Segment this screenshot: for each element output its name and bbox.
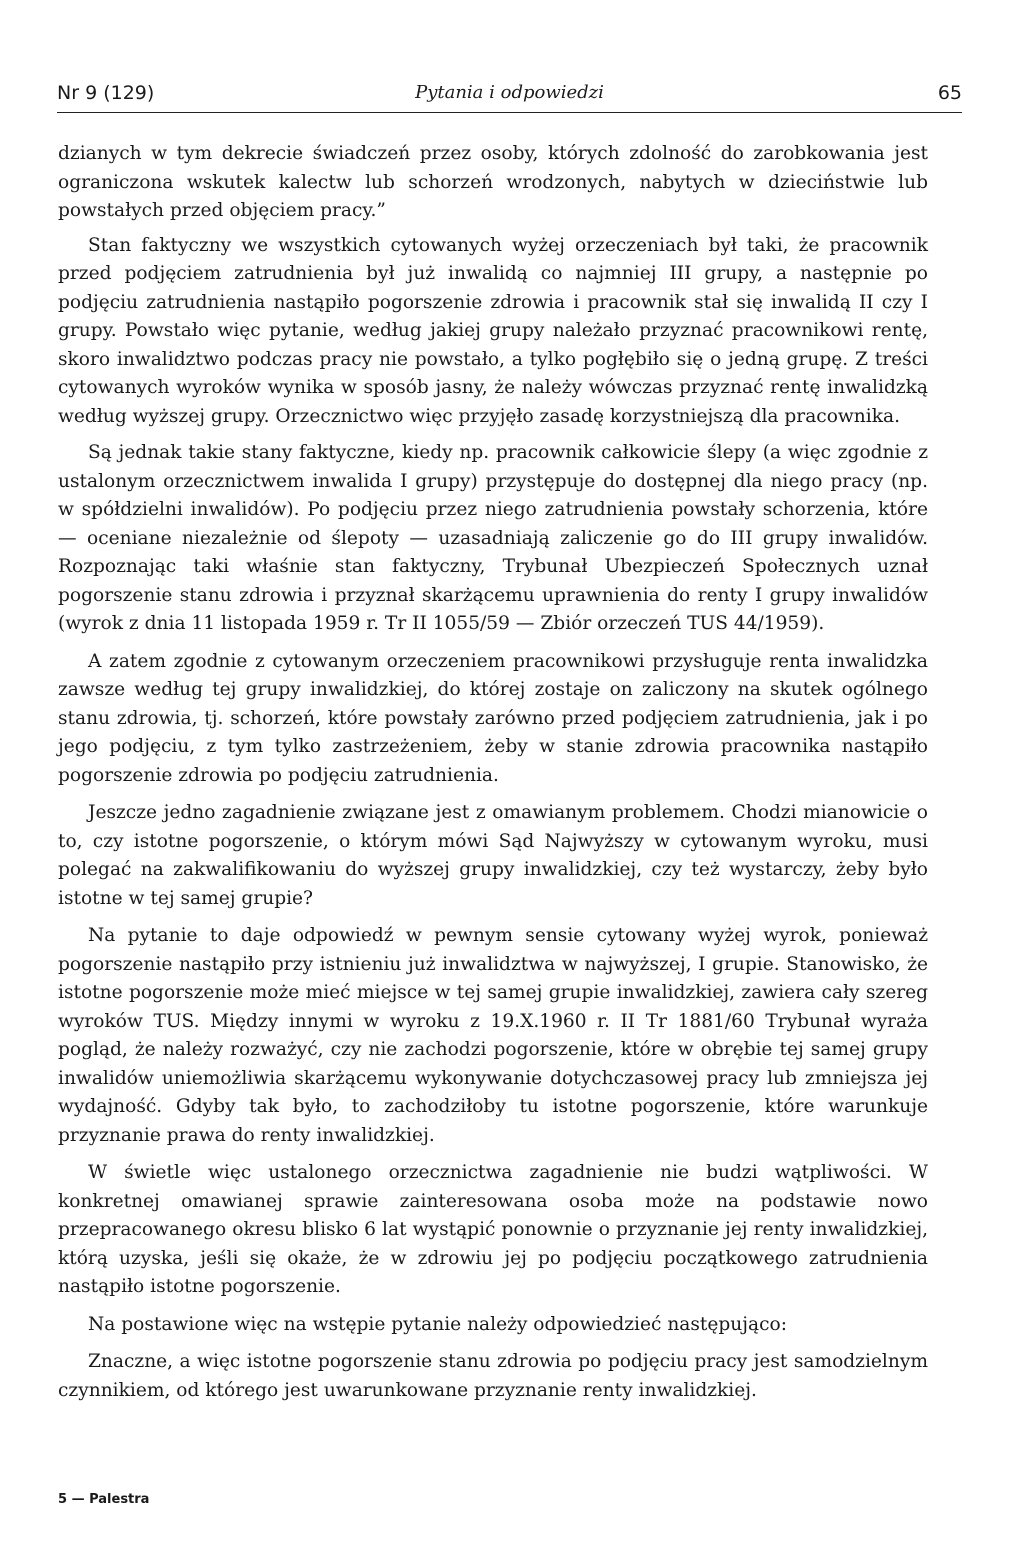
issue-number: Nr 9 (129) (57, 82, 155, 104)
paragraph-5: Jeszcze jedno zagadnienie związane jest z omawianym problemem. Chodzi mianowicie o to, czy istotne pogorszenie, o którym mówi Sąd Najwyższy w cytowanym wyroku, musi polegać na zakwalifikowaniu do wyższej grupy inwalidzkiej, czy też wystarczy, żeby było istotne w tej samej grupie? (58, 802, 928, 909)
article-body (58, 140, 928, 1405)
paragraph-9: Znaczne, a więc istotne pogorszenie stanu zdrowia po podjęciu pracy jest samodzielnym czynnikiem, od którego jest uwarunkowane przyznanie renty inwalidzkiej. (58, 1351, 928, 1401)
paragraph-3: Są jednak takie stany faktyczne, kiedy np. pracownik całkowicie ślepy (a więc zgodnie z ustalonym orzecznictwem inwalida I grupy) przystępuje do dostępnej dla niego pracy (np. w spółdzielni inwalidów). Po podjęciu przez niego zatrudnienia powstały schorzenia, które — oceniane niezależnie od ślepoty — uzasadniają zaliczenie go do III grupy inwalidów. Rozpoznając taki właśnie stan faktyczny, Trybunał Ubezpieczeń Społecznych uznał pogorszenie stanu zdrowia i przyznał skarżącemu uprawnienia do renty I grupy inwalidów (wyrok z dnia 11 listopada 1959 r. Tr II 1055/59 — Zbiór orzeczeń TUS 44/1959). (58, 442, 928, 634)
paragraph-6: Na pytanie to daje odpowiedź w pewnym sensie cytowany wyżej wyrok, ponieważ pogorszenie nastąpiło przy istnieniu już inwalidztwa w najwyższej, I grupie. Stanowisko, że istotne pogorszenie może mieć miejsce w tej samej grupie inwalidzkiej, zawiera cały szereg wyroków TUS. Między innymi w wyroku z 19.X.1960 r. II Tr 1881/60 Trybunał wyraża pogląd, że należy rozważyć, czy nie zachodzi pogorszenie, które w obrębie tej samej grupy inwalidów uniemożliwia skarżącemu wykonywanie dotychczasowej pracy lub zmniejsza jej wydajność. Gdyby tak było, to zachodziłoby tu istotne pogorszenie, które warunkuje przyznanie prawa do renty inwalidzkiej. (58, 925, 928, 1146)
paragraph-1: dzianych w tym dekrecie świadczeń przez osoby, których zdolność do zarobkowania jest ograniczona wskutek kalectw lub schorzeń wrodzonych, nabytych w dzieciństwie lub powstałych przed objęciem pracy.” (58, 143, 928, 221)
page-number: 65 (937, 82, 962, 104)
footer-signature: 5 — Palestra (58, 1492, 150, 1507)
paragraph-4: A zatem zgodnie z cytowanym orzeczeniem pracownikowi przysługuje renta inwalidzka zawsze według tej grupy inwalidzkiej, do której zostaje on zaliczony na skutek ogólnego stanu zdrowia, tj. schorzeń, które powstały zarówno przed podjęciem zatrudnienia, jak i po jego podjęciu, z tym tylko zastrzeżeniem, żeby w stanie zdrowia pracownika nastąpiło pogorszenie zdrowia po podjęciu zatrudnienia. (58, 650, 928, 786)
page-header (57, 78, 962, 113)
paragraph-2: Stan faktyczny we wszystkich cytowanych wyżej orzeczeniach był taki, że pracownik przed podjęciem zatrudnienia był już inwalidą co najmniej III grupy, a następnie po podjęciu zatrudnienia nastąpiło pogorszenie zdrowia i pracownik stał się inwalidą II czy I grupy. Powstało więc pytanie, według jakiej grupy należało przyznać pracownikowi rentę, skoro inwalidztwo podczas pracy nie powstało, a tylko pogłębiło się o jedną grupę. Z treści cytowanych wyroków wynika w sposób jasny, że należy wówczas przyznać rentę inwalidzką według wyższej grupy. Orzecznictwo więc przyjęło zasadę korzystniejszą dla pracownika. (58, 234, 928, 427)
paragraph-7: W świetle więc ustalonego orzecznictwa zagadnienie nie budzi wątpliwości. W konkretnej omawianej sprawie zainteresowana osoba może na podstawie nowo przepracowanego okresu blisko 6 lat wystąpić ponownie o przyznanie jej renty inwalidzkiej, którą uzyska, jeśli się okaże, że w zdrowiu jej po podjęciu początkowego zatrudnienia nastąpiło istotne pogorszenie. (58, 1162, 928, 1297)
running-title: Pytania i odpowiedzi (415, 82, 604, 103)
paragraph-8: Na postawione więc na wstępie pytanie należy odpowiedzieć następująco: (88, 1313, 787, 1335)
